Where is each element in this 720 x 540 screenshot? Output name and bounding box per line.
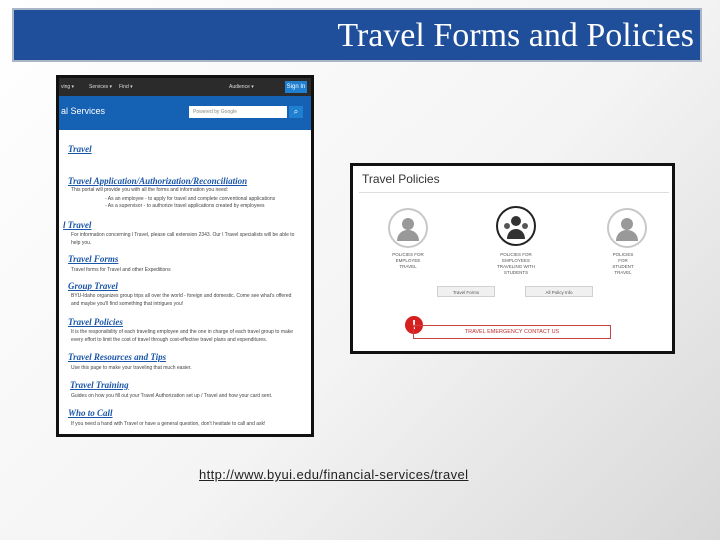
- travel-forms-button[interactable]: Travel Forms: [437, 286, 495, 297]
- sign-in-button[interactable]: Sign In: [285, 81, 307, 93]
- search-icon[interactable]: ⌕: [289, 106, 303, 118]
- section-text: This portal will provide you with all the forms and information you need:: [71, 187, 229, 193]
- section-text: - As an employee - to apply for travel and complete conventional applications: [105, 196, 276, 202]
- policies-title: Travel Policies: [362, 172, 440, 186]
- employee-avatar-icon[interactable]: [388, 208, 428, 248]
- nav-item[interactable]: Find ▾: [119, 84, 133, 90]
- travel-policies-screenshot: [350, 163, 675, 354]
- section-text: It is the responsibility of each traveling employee and the one in charge of each travel group to make: [71, 329, 294, 335]
- section-travel-policies[interactable]: Travel Policies: [68, 317, 123, 327]
- section-text: Use this page to make your traveling that much easier.: [71, 365, 192, 371]
- section-text: and maybe you'll find something that intrigues you!: [71, 301, 184, 307]
- source-url-link[interactable]: http://www.byui.edu/financial-services/travel: [199, 467, 469, 482]
- section-travel[interactable]: Travel: [68, 144, 92, 154]
- website-screenshot: [56, 75, 314, 437]
- student-avatar-icon[interactable]: [607, 208, 647, 248]
- top-nav: [59, 78, 311, 96]
- section-travel-forms[interactable]: Travel Forms: [68, 254, 119, 264]
- section-text: Travel forms for Travel and other Expeditions: [71, 267, 171, 273]
- section-who-to-call[interactable]: Who to Call: [68, 408, 113, 418]
- slide-title-bar: [12, 8, 702, 62]
- divider: [359, 192, 669, 193]
- nav-item[interactable]: ving ▾: [61, 84, 75, 90]
- site-banner: [59, 96, 311, 130]
- site-banner-title: al Services: [61, 106, 106, 116]
- section-group-travel[interactable]: Group Travel: [68, 281, 118, 291]
- section-l-travel[interactable]: l Travel: [63, 220, 92, 230]
- alert-icon: !: [405, 316, 423, 334]
- section-application[interactable]: Travel Application/Authorization/Reconciliation: [68, 176, 248, 186]
- section-text: - As a supervisor - to authorize travel applications created by employees: [105, 203, 265, 209]
- policy-caption-employees-students: POLICIES FOR EMPLOYEES TRAVELING WITH STUDENTS: [497, 252, 535, 275]
- section-travel-training[interactable]: Travel Training: [70, 380, 129, 390]
- nav-item[interactable]: Audience ▾: [229, 84, 254, 90]
- group-avatar-icon[interactable]: [496, 206, 536, 246]
- emergency-contact-button[interactable]: TRAVEL EMERGENCY CONTACT US: [413, 325, 611, 339]
- section-text: every effort to limit the cost of travel through cost-effective travel plans and expenditures.: [71, 337, 268, 343]
- nav-item[interactable]: Services ▾: [89, 84, 113, 90]
- policy-caption-student: POLICIES FOR STUDENT TRAVEL: [612, 252, 634, 275]
- section-text: help you.: [71, 240, 92, 246]
- section-text: If you need a hand with Travel or have a general question, don't hesitate to call and ask!: [71, 421, 266, 427]
- section-resources-tips[interactable]: Travel Resources and Tips: [68, 352, 167, 362]
- all-policy-button[interactable]: All Policy Info: [525, 286, 593, 297]
- section-text: For information concerning l Travel, please call extension 2343. Our l Travel specialists will be able to: [71, 232, 295, 238]
- section-text: BYU-Idaho organizes group trips all over the world - foreign and domestic. Come see what's offered: [71, 293, 292, 299]
- slide-title: Travel Forms and Policies: [337, 17, 694, 54]
- section-text: Guides on how you fill out your Travel Authorization set up / Travel and how your card sent.: [71, 393, 273, 399]
- search-input[interactable]: Powered by Google: [189, 106, 287, 118]
- policy-caption-employee: POLICIES FOR EMPLOYEE TRAVEL: [392, 252, 424, 269]
